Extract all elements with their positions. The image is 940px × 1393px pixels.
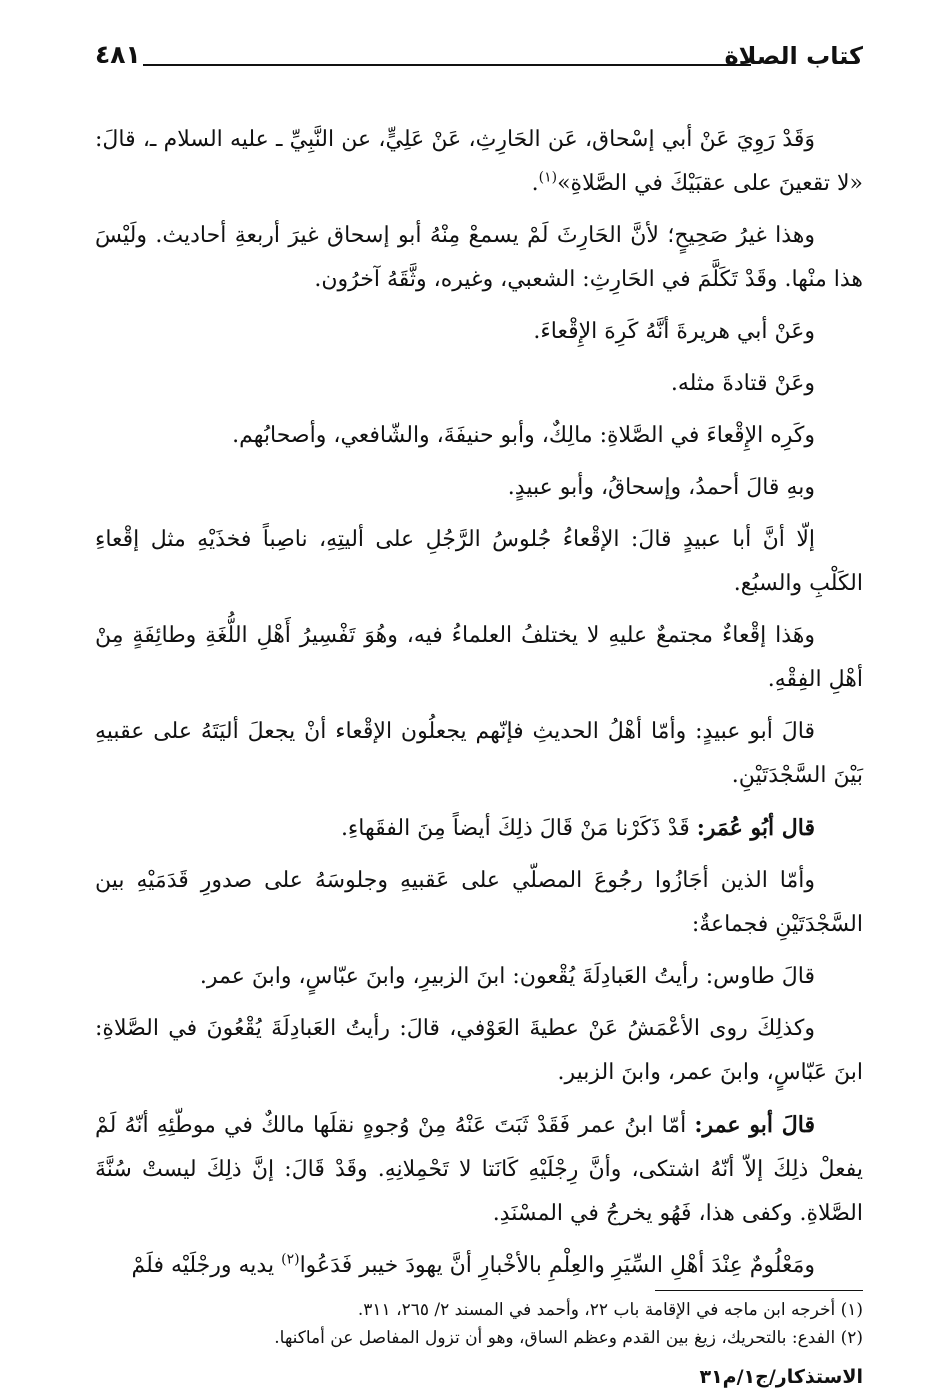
paragraph: وكَرِه الإِقْعاءَ في الصَّلاةِ: مالِكٌ، وأبو حنيفَةَ، والشّافعي، وأصحابُهم.	[232, 423, 815, 448]
paragraph: قالَ أبو عمر: أمّا ابنُ عمر فَقَدْ ثَبَتَ عَنْهُ مِنْ وُجوهٍ نقلَها مالكٌ في موطّئِهِ أنّهُ لَمْ يفعلْ ذلِكَ إلاّ أنّهُ اشتكى، وأنَّ رِجْلَيْهِ كَانَتا لا تَحْمِلانِهِ. وقَدْ قَالَ: إنَّ ذلِكَ ليستْ سُنَّةَ الصَّلاةِ. وكفى هذا، فَهُو يخرجُ في المسْنَدِ.	[95, 1112, 863, 1226]
speaker-label: قال أبُو عُمَر:	[696, 815, 815, 841]
paragraph: وأمّا الذين أجَازُوا رجُوعَ المصلّي على عَقبيهِ وجلوسَهُ على صدورِ قَدَمَيْهِ بين السَّجْدَتَيْنِ فجماعةٌ:	[95, 868, 863, 937]
paragraph: وَقَدْ رَوِيَ عَنْ أبي إسْحاق، عَن الحَارِثِ، عَنْ عَلِيٍّ، عن النَّبِيِّ ـ عليه السلام ـ، قالَ: «لا تقعينَ على عقبَيْكَ في الصَّلاةِ»$^{(١)}$.	[95, 127, 863, 196]
paragraph: قال أبُو عُمَر: قَدْ ذَكَرْنا مَنْ قَالَ ذلِكَ أيضاً مِنَ الفقَهاءِ.	[340, 815, 815, 841]
header-rule	[143, 64, 751, 66]
main-text	[95, 118, 863, 1296]
paragraph: ومَعْلُومٌ عِنْدَ أهْلِ السِّيَرِ والعِلْمِ بالأخْبارِ أنَّ يهودَ خيبر فَدَعُوا$^{(٢)}$ يديه ورجْلَيْه فلَمْ	[131, 1251, 815, 1278]
paragraph: وعَنْ أبي هريرةَ أنَّهُ كَرِهَ الإِقْعاءَ.	[533, 319, 815, 344]
paragraph: قالَ أبو عبيدٍ: وأمّا أهْلُ الحديثِ فإنّهم يجعلُون الإقْعاء أنْ يجعلَ أليَتَهُ على عقبيهِ بَيْنَ السَّجْدَتَيْنِ.	[95, 719, 863, 788]
footnotes	[95, 1296, 863, 1352]
running-title: كتاب الصلاة	[724, 42, 863, 70]
footnote: (١) أخرجه ابن ماجه في الإقامة باب ٢٢، وأحمد في المسند ٢/ ٢٦٥، ٣١١.	[357, 1300, 863, 1320]
footnote-ref: (١)	[538, 169, 558, 186]
paragraph: وعَنْ قتادةَ مثله.	[670, 371, 815, 396]
footnote-ref: (٢)	[281, 1251, 300, 1268]
footnote-rule	[655, 1290, 863, 1291]
page-number: ٤٨١	[95, 40, 141, 69]
printer-signature: الاستذكار/ج١/م٣١	[699, 1366, 863, 1388]
paragraph: قالَ طاوس: رأيتُ العَبادِلَةَ يُقْعون: ابنَ الزبيرِ، وابنَ عبّاسٍ، وابنَ عمر.	[199, 964, 815, 989]
footnote: (٢) الفدع: بالتحريك، زيغ بين القدم وعظم الساق، وهو أن تزول المفاصل عن أماكنها.	[274, 1328, 863, 1348]
paragraph: وكذلِكَ روى الأعْمَشُ عَنْ عطيةَ العَوْفي، قالَ: رأيتُ العَبادِلَةَ يُقْعُونَ في الصَّلاةِ: ابنَ عَبّاسٍ، وابنَ عمر، وابنَ الزبير.	[95, 1016, 863, 1085]
paragraph: إلّا أنَّ أبا عبيدٍ قالَ: الإقْعاءُ جُلوسُ الرَّجُلِ على أليتِهِ، ناصِباً فخذَيْهِ مثل إقْعاءِ الكَلْبِ والسبُع.	[95, 527, 863, 596]
paragraph: وهذا غيرُ صَحِيحٍ؛ لأنَّ الحَارِثَ لَمْ يسمعْ مِنْهُ أبو إسحاق غيرَ أربعةِ أحاديث. ولَيْسَ هذا منْها. وقَدْ تَكَلَّمَ في الحَارِثِ: الشعبي، وغيره، وثَّقَهُ آخرُون.	[95, 223, 863, 292]
paragraph: وبهِ قالَ أحمدُ، وإسحاقُ، وأبو عبيدٍ.	[507, 475, 815, 500]
paragraph: وهَذا إقْعاءٌ مجتمعٌ عليهِ لا يختلفُ العلماءُ فيه، وهُوَ تَفْسِيرُ أَهْلِ اللُّغَةِ وطائِفَةٍ مِنْ أهْلِ الفِقْهِ.	[95, 623, 863, 692]
page-header	[95, 38, 863, 78]
speaker-label: قالَ أبو عمر:	[694, 1112, 815, 1138]
